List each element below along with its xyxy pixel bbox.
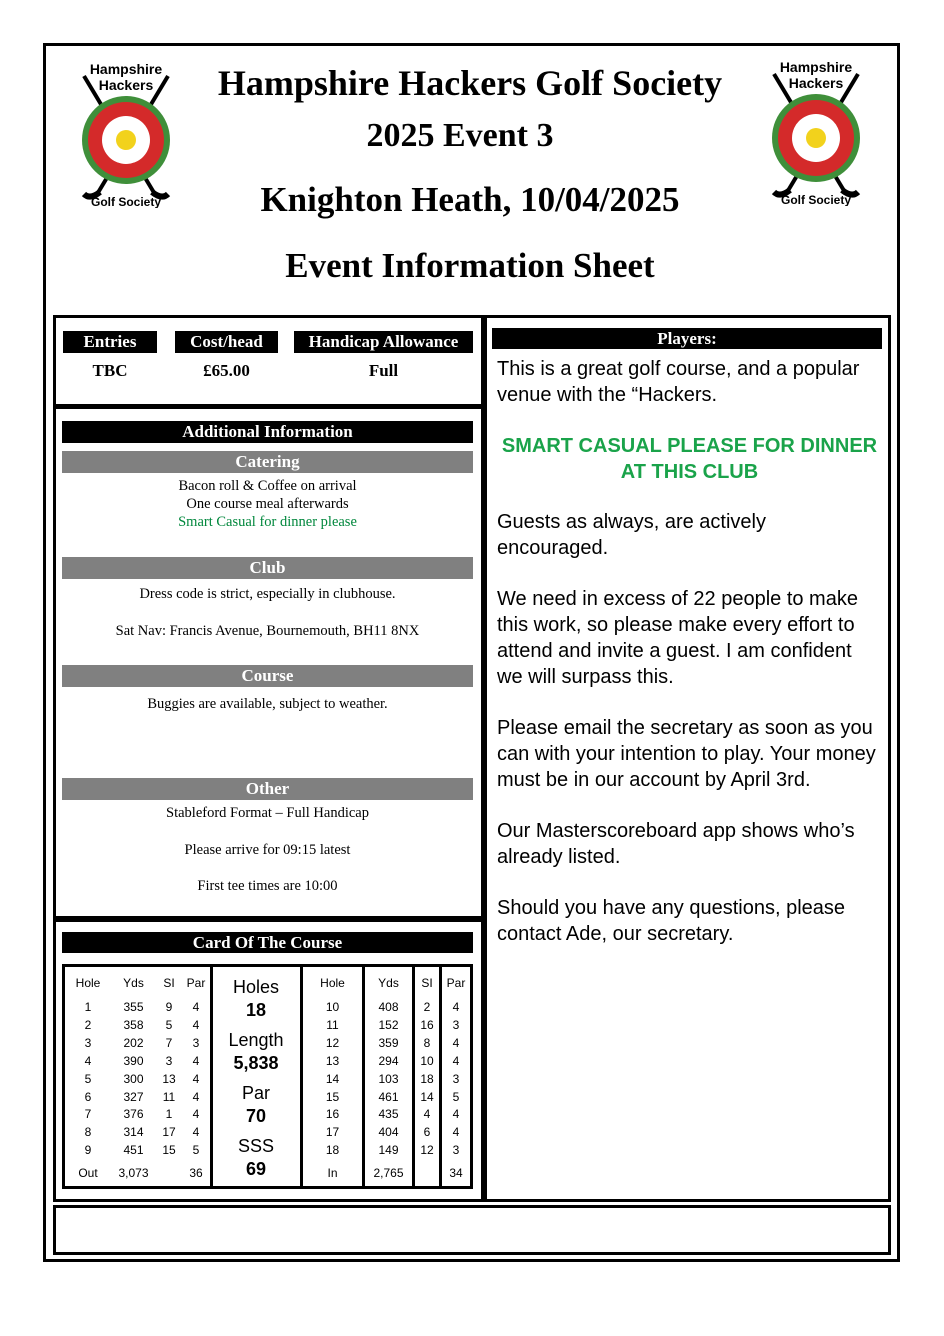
scorecard-header: Par bbox=[186, 976, 206, 990]
scorecard-cell: 8 bbox=[84, 1125, 92, 1140]
catering-header: Catering bbox=[62, 451, 473, 473]
scorecard-cell: 4 bbox=[192, 1089, 200, 1104]
scorecard-cell: 11 bbox=[326, 1017, 339, 1032]
rose-icon bbox=[772, 94, 860, 182]
scorecard-cell: 4 bbox=[452, 1107, 460, 1122]
scorecard-cell: 9 bbox=[165, 1000, 173, 1014]
scorecard-cell: 4 bbox=[452, 1035, 460, 1050]
course-line-1: Buggies are available, subject to weather. bbox=[147, 696, 388, 712]
catering-line-2: One course meal afterwards bbox=[186, 496, 349, 512]
scorecard-cell: 5 bbox=[452, 1089, 460, 1104]
course-summary-value: 5,838 bbox=[233, 1053, 279, 1073]
scorecard-cell: 15 bbox=[325, 1089, 340, 1104]
scorecard-cell: 4 bbox=[192, 1053, 200, 1068]
logo-text-3: Golf Society bbox=[90, 195, 162, 208]
entries-label: Entries bbox=[63, 331, 157, 353]
players-intro: This is a great golf course, and a popular venue with the “Hackers. bbox=[497, 358, 860, 406]
scorecard-cell: 327 bbox=[123, 1089, 144, 1104]
scorecard-header: SI bbox=[163, 976, 175, 990]
course-summary-label: Holes bbox=[232, 977, 280, 997]
scorecard-table bbox=[62, 964, 473, 1189]
club-line-2: Sat Nav: Francis Avenue, Bournemouth, BH11 8NX bbox=[115, 623, 420, 639]
scorecard-cell: 359 bbox=[378, 1035, 399, 1050]
scorecard-cell: 3 bbox=[192, 1035, 200, 1050]
scorecard-total: 36 bbox=[189, 1166, 203, 1180]
scorecard-total: 34 bbox=[449, 1166, 463, 1180]
scorecard-cell: 4 bbox=[192, 1107, 200, 1122]
scorecard-total: 2,765 bbox=[373, 1166, 404, 1180]
course-header: Course bbox=[62, 665, 473, 687]
scorecard-cell: 1 bbox=[84, 1000, 92, 1014]
scorecard-cell: 461 bbox=[378, 1089, 399, 1104]
scorecard-header: Hole bbox=[320, 976, 345, 990]
scorecard-cell: 14 bbox=[420, 1089, 434, 1104]
scorecard-cell: 4 bbox=[192, 1017, 200, 1032]
scorecard-cell: 5 bbox=[165, 1017, 173, 1032]
scorecard-cell: 4 bbox=[452, 1125, 460, 1140]
players-paragraph: Please email the secretary as soon as you can with your intention to play. Your money must be in our account by April 3rd. bbox=[497, 717, 876, 791]
scorecard-cell: 3 bbox=[84, 1035, 92, 1050]
scorecard-cell: 149 bbox=[378, 1143, 399, 1158]
scorecard-cell: 18 bbox=[325, 1143, 340, 1158]
cost-label: Cost/head bbox=[175, 331, 278, 353]
scorecard-cell: 4 bbox=[423, 1107, 431, 1122]
scorecard-cell: 358 bbox=[123, 1017, 144, 1032]
footer-box bbox=[53, 1205, 891, 1255]
logo-text-3: Golf Society bbox=[780, 193, 852, 206]
scorecard-cell: 4 bbox=[192, 1125, 200, 1140]
players-paragraph: Should you have any questions, please contact Ade, our secretary. bbox=[497, 897, 846, 945]
scorecard-cell: 10 bbox=[420, 1053, 434, 1068]
players-paragraph: Our Masterscoreboard app shows who’s already listed. bbox=[497, 820, 855, 868]
scorecard-header: Yds bbox=[123, 976, 144, 990]
course-summary-label: SSS bbox=[237, 1136, 275, 1156]
scorecard-cell: 294 bbox=[378, 1053, 399, 1068]
players-paragraphs bbox=[497, 509, 882, 972]
scorecard-cell: 9 bbox=[84, 1143, 92, 1158]
scorecard-total: In bbox=[327, 1166, 338, 1180]
scorecard-cell: 18 bbox=[420, 1071, 434, 1086]
scorecard-cell: 4 bbox=[452, 1000, 460, 1014]
scorecard-cell: 14 bbox=[325, 1071, 340, 1086]
handicap-label: Handicap Allowance bbox=[294, 331, 473, 353]
scorecard-cell: 4 bbox=[84, 1053, 92, 1068]
scorecard-cell: 3 bbox=[452, 1071, 460, 1086]
additional-info-title: Additional Information bbox=[62, 421, 473, 443]
logo-text-2: Hackers bbox=[98, 77, 154, 93]
scorecard-cell: 355 bbox=[123, 1000, 144, 1014]
scorecard-cell: 451 bbox=[123, 1143, 144, 1158]
logo-text-1: Hampshire bbox=[779, 59, 853, 75]
scorecard-cell: 152 bbox=[378, 1017, 399, 1032]
sheet-title: Event Information Sheet bbox=[285, 246, 655, 285]
scorecard-header: Par bbox=[446, 976, 466, 990]
course-summary-label: Par bbox=[241, 1083, 270, 1103]
logo-text-1: Hampshire bbox=[89, 61, 163, 77]
scorecard-cell: 6 bbox=[84, 1089, 92, 1104]
scorecard-cell: 16 bbox=[420, 1017, 434, 1032]
scorecard-cell: 12 bbox=[325, 1035, 340, 1050]
scorecard-cell: 15 bbox=[162, 1143, 176, 1158]
scorecard-cell: 390 bbox=[123, 1053, 144, 1068]
scorecard-cell: 103 bbox=[378, 1071, 399, 1086]
scorecard-cell: 13 bbox=[325, 1053, 340, 1068]
scorecard-cell: 12 bbox=[420, 1143, 434, 1158]
scorecard-cell: 4 bbox=[452, 1053, 460, 1068]
scorecard-cell: 10 bbox=[325, 1000, 340, 1014]
scorecard-header: SI bbox=[421, 976, 433, 990]
scorecard-total: 3,073 bbox=[118, 1166, 149, 1180]
club-header: Club bbox=[62, 557, 473, 579]
scorecard-cell: 435 bbox=[378, 1107, 399, 1122]
scorecard-cell: 7 bbox=[165, 1035, 173, 1050]
scorecard-cell: 17 bbox=[162, 1125, 176, 1140]
scorecard-cell: 7 bbox=[84, 1107, 92, 1122]
other-line-2: Please arrive for 09:15 latest bbox=[184, 842, 351, 858]
club-line-1: Dress code is strict, especially in clubhouse. bbox=[139, 586, 396, 602]
course-summary-value: 18 bbox=[245, 1000, 267, 1020]
scorecard-cell: 1 bbox=[165, 1107, 173, 1122]
scorecard-cell: 3 bbox=[165, 1053, 173, 1068]
players-paragraph: Guests as always, are actively encouraged. bbox=[497, 511, 766, 559]
other-header: Other bbox=[62, 778, 473, 800]
logo-text-2: Hackers bbox=[788, 75, 844, 91]
cost-value: £65.00 bbox=[203, 361, 250, 380]
catering-line-1: Bacon roll & Coffee on arrival bbox=[178, 478, 357, 494]
course-summary-value: 70 bbox=[245, 1106, 267, 1126]
scorecard-cell: 300 bbox=[123, 1071, 144, 1086]
scorecard-header: Hole bbox=[75, 976, 101, 990]
scorecard-cell: 16 bbox=[325, 1107, 340, 1122]
scorecard-cell: 202 bbox=[123, 1035, 144, 1050]
scorecard-cell: 11 bbox=[162, 1089, 176, 1104]
course-card-title: Card Of The Course bbox=[62, 932, 473, 953]
scorecard-cell: 5 bbox=[192, 1143, 200, 1158]
scorecard-cell: 4 bbox=[192, 1071, 200, 1086]
other-line-3: First tee times are 10:00 bbox=[197, 878, 338, 894]
entries-value: TBC bbox=[92, 361, 128, 380]
scorecard-cell: 13 bbox=[162, 1071, 176, 1086]
course-summary-label: Length bbox=[228, 1030, 284, 1050]
scorecard-cell: 3 bbox=[452, 1017, 460, 1032]
scorecard-header: Yds bbox=[378, 976, 399, 990]
society-title: Hampshire Hackers Golf Society bbox=[217, 63, 723, 103]
dress-notice: SMART CASUAL PLEASE FOR DINNER AT THIS CLUB bbox=[501, 435, 878, 483]
players-paragraph: We need in excess of 22 people to make this work, so please make every effort to attend and invite a guest. I am confident we will surpass this. bbox=[497, 588, 858, 688]
scorecard-cell: 5 bbox=[84, 1071, 92, 1086]
scorecard-cell: 408 bbox=[378, 1000, 399, 1014]
scorecard-cell: 4 bbox=[192, 1000, 200, 1014]
other-line-1: Stableford Format – Full Handicap bbox=[166, 805, 369, 821]
event-venue-date: Knighton Heath, 10/04/2025 bbox=[260, 180, 680, 219]
handicap-value: Full bbox=[368, 361, 399, 380]
scorecard-cell: 17 bbox=[325, 1125, 340, 1140]
players-title: Players: bbox=[492, 328, 882, 349]
scorecard-cell: 2 bbox=[84, 1017, 92, 1032]
scorecard-cell: 8 bbox=[423, 1035, 431, 1050]
scorecard-cell: 2 bbox=[423, 1000, 431, 1014]
scorecard-total: Out bbox=[78, 1166, 98, 1180]
rose-icon bbox=[82, 96, 170, 184]
course-summary-value: 69 bbox=[245, 1159, 267, 1179]
scorecard-cell: 6 bbox=[423, 1125, 431, 1140]
scorecard-cell: 404 bbox=[378, 1125, 399, 1140]
event-number: 2025 Event 3 bbox=[366, 117, 554, 154]
scorecard-cell: 314 bbox=[123, 1125, 144, 1140]
scorecard-cell: 3 bbox=[452, 1143, 460, 1158]
scorecard-cell: 376 bbox=[123, 1107, 144, 1122]
catering-line-3: Smart Casual for dinner please bbox=[178, 514, 357, 530]
